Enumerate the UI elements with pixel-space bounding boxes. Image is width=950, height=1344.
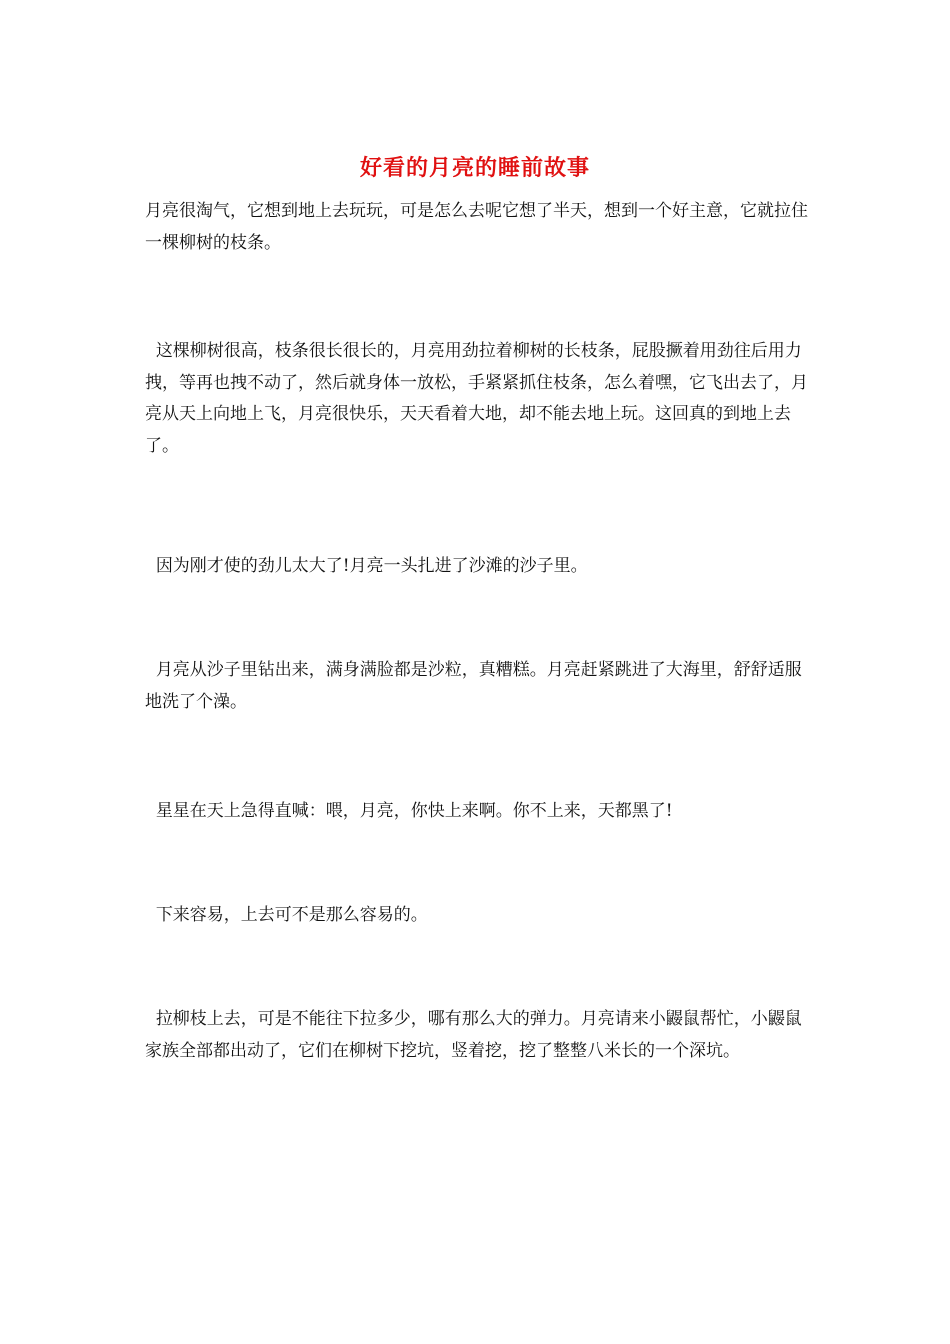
paragraph-7: 拉柳枝上去，可是不能往下拉多少，哪有那么大的弹力。月亮请来小鼹鼠帮忙，小鼹鼠家族全部都出动了，它们在柳树下挖坑，竖着挖，挖了整整八米长的一个深坑。 [145, 1009, 802, 1061]
paragraph-3: 因为刚才使的劲儿太大了!月亮一头扎进了沙滩的沙子里。 [145, 556, 588, 576]
paragraph-6: 下来容易，上去可不是那么容易的。 [145, 905, 428, 925]
paragraph-5: 星星在天上急得直喊：喂，月亮，你快上来啊。你不上来，天都黑了! [145, 801, 673, 821]
paragraph-1: 月亮很淘气，它想到地上去玩玩，可是怎么去呢它想了半天，想到一个好主意，它就拉住一棵柳树的枝条。 [145, 201, 808, 253]
paragraph-4: 月亮从沙子里钻出来，满身满脸都是沙粒，真糟糕。月亮赶紧跳进了大海里，舒舒适服地洗了个澡。 [145, 660, 802, 712]
paragraph-2: 这棵柳树很高，枝条很长很长的，月亮用劲拉着柳树的长枝条，屁股撅着用劲往后用力拽，等再也拽不动了，然后就身体一放松，手紧紧抓住枝条，怎么着嘿，它飞出去了，月亮从天上向地上飞，月亮很快乐，天天看着大地，却不能去地上玩。这回真的到地上去了。 [145, 341, 808, 456]
document-title: 好看的月亮的睡前故事 [359, 155, 590, 181]
